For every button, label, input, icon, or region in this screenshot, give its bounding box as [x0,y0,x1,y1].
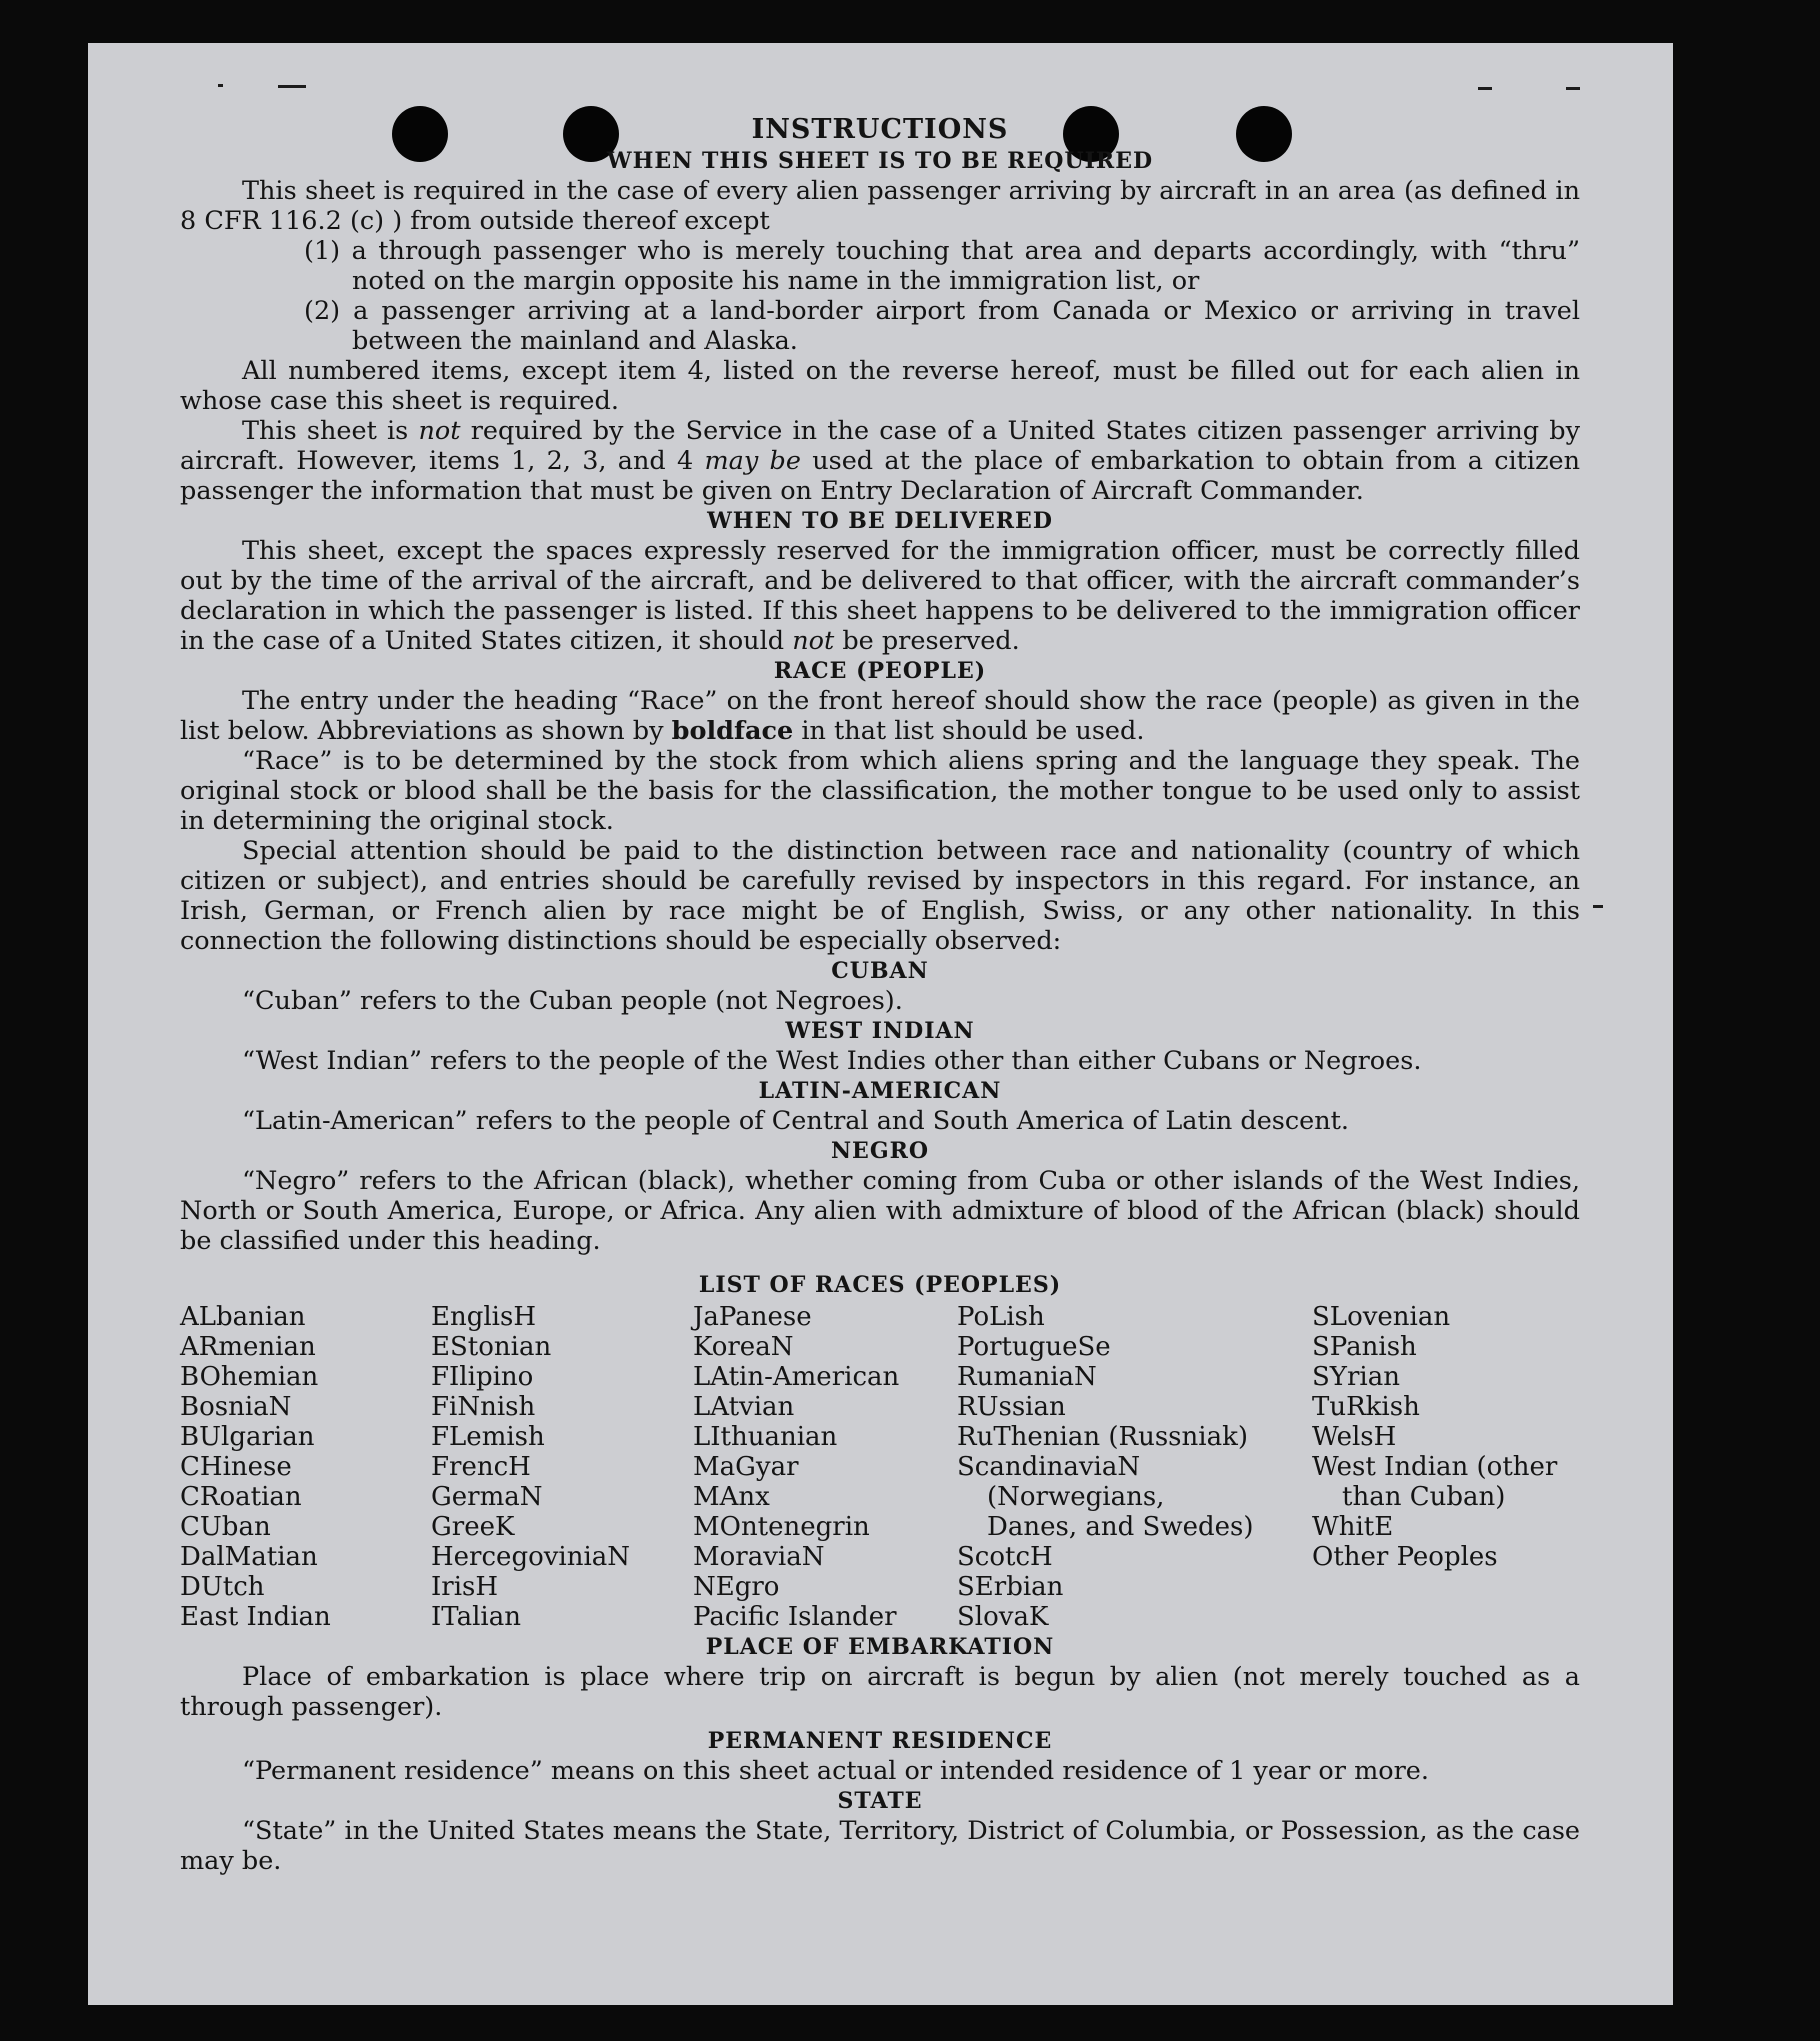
race-entry: JaPanese [693,1302,812,1332]
race-entry: RUssian [957,1392,1066,1422]
paragraph: All numbered items, except item 4, listed on the reverse hereof, must be filled out for each alien in whose case this sheet is required. [180,356,1580,416]
race-entry: CRoatian [180,1482,302,1512]
race-entry: DalMatian [180,1542,318,1572]
paragraph: “Race” is to be determined by the stock from which aliens spring and the language they speak. The original stock or blood shall be the basis for the classification, the mother tongue to be used only to assist in determining the original stock. [180,746,1580,836]
heading-state: STATE [837,1788,923,1814]
race-entry: East Indian [180,1602,331,1632]
race-list [180,1302,1580,1632]
paragraph: “Permanent residence” means on this sheet actual or intended residence of 1 year or more. [242,1756,1429,1786]
paragraph: Place of embarkation is place where trip on aircraft is begun by alien (not merely touched as a through passenger). [180,1662,1580,1722]
heading-list-of-races: LIST OF RACES (PEOPLES) [698,1272,1062,1298]
race-entry: ITalian [431,1602,521,1632]
race-entry: FrencH [431,1452,531,1482]
paragraph [180,416,1580,506]
instructions-content [180,113,1580,1876]
document-sheet [88,43,1673,2005]
text-span: required by the Service in the case of a United States citizen passenger arriving by aircraft. However, items 1, 2, 3, and 4 [180,416,1581,476]
race-entry: Other Peoples [1312,1542,1498,1572]
race-entry: MoraviaN [693,1542,825,1572]
italic-text: not [792,626,835,656]
race-entry: ScotcH [957,1542,1053,1572]
paragraph: Special attention should be paid to the distinction between race and nationality (country of which citizen or subject), and entries should be carefully revised by inspectors in this regard. For instance, an Irish, German, or French alien by race might be of English, Swiss, or any other nationality. In this connection the following distinctions should be especially observed: [180,836,1580,956]
text-span: be preserved. [834,626,1020,656]
race-entry: FIlipino [431,1362,534,1392]
paragraph: “Cuban” refers to the Cuban people (not Negroes). [242,986,903,1016]
race-entry: FiNnish [431,1392,536,1422]
race-entry: TuRkish [1312,1392,1420,1422]
heading-race: RACE (PEOPLE) [773,658,987,684]
race-entry: FLemish [431,1422,545,1452]
race-entry: SLovenian [1312,1302,1451,1332]
scan-mark [1593,905,1603,908]
heading-west-indian: WEST INDIAN [785,1018,975,1044]
race-entry: ARmenian [180,1332,316,1362]
race-column [693,1302,957,1632]
italic-text: not [418,416,461,446]
race-entry: IrisH [431,1572,499,1602]
race-entry: ALbanian [180,1302,306,1332]
paragraph: “Negro” refers to the African (black), whether coming from Cuba or other islands of the West Indies, North or South America, Europe, or Africa. Any alien with admixture of blood of the African (black) should be classified under this heading. [180,1166,1580,1256]
race-entry: WelsH [1312,1422,1397,1452]
race-entry: HercegoviniaN [431,1542,631,1572]
list-item: (1) a through passenger who is merely touching that area and departs accordingly, with “thru” noted on the margin opposite his name in the immigration list, or [304,236,1580,296]
race-entry: EStonian [431,1332,552,1362]
race-entry: KoreaN [693,1332,794,1362]
race-entry: LAtin-American [693,1362,900,1392]
heading-when-required: WHEN THIS SHEET IS TO BE REQUIRED [606,148,1154,174]
heading-place-of-embarkation: PLACE OF EMBARKATION [705,1634,1055,1660]
race-entry: NEgro [693,1572,780,1602]
list-item: (2) a passenger arriving at a land-border airport from Canada or Mexico or arriving in travel between the mainland and Alaska. [304,296,1580,356]
italic-text: may be [704,446,801,476]
race-entry: DUtch [180,1572,265,1602]
text-span: used at the place of embarkation to obtain from a citizen passenger the information that must be given on Entry Declaration of Aircraft Commander. [180,446,1581,506]
text-span: This sheet, except the spaces expressly reserved for the immigration officer, must be correctly filled out by the time of the arrival of the aircraft, and be delivered to that officer, with the aircraft commander’s declaration in which the passenger is listed. If this sheet happens to be delivered to the immigration officer in the case of a United States citizen, it should [180,536,1580,656]
heading-cuban: CUBAN [831,958,929,984]
heading-latin-american: LATIN-AMERICAN [758,1078,1002,1104]
scan-mark [218,84,223,87]
race-entry: BosniaN [180,1392,292,1422]
race-entry: Pacific Islander [693,1602,897,1632]
race-entry: SlovaK [957,1602,1049,1632]
heading-negro: NEGRO [830,1138,930,1164]
text-span: in that list should be used. [793,716,1145,746]
paragraph: “State” in the United States means the State, Territory, District of Columbia, or Possession, as the case may be. [180,1816,1580,1876]
race-entry: PortugueSe [957,1332,1111,1362]
text-span: This sheet is [242,416,419,446]
race-column [957,1302,1312,1632]
heading-permanent-residence: PERMANENT RESIDENCE [707,1728,1053,1754]
scan-mark [278,85,306,88]
paragraph [180,686,1580,746]
bold-text: boldface [671,716,794,746]
race-entry: EnglisH [431,1302,537,1332]
race-entry: LIthuanian [693,1422,838,1452]
race-entry: MaGyar [693,1452,799,1482]
page-title: INSTRUCTIONS [751,114,1009,145]
race-entry: LAtvian [693,1392,795,1422]
race-column [431,1302,693,1632]
race-entry: GreeK [431,1512,515,1542]
paragraph: “West Indian” refers to the people of the West Indies other than either Cubans or Negroes. [242,1046,1422,1076]
race-entry: ScandinaviaN (Norwegians, Danes, and Swedes) [957,1452,1254,1542]
race-entry: BUlgarian [180,1422,315,1452]
race-entry: WhitE [1312,1512,1394,1542]
paragraph: “Latin-American” refers to the people of Central and South America of Latin descent. [242,1106,1350,1136]
race-entry: MOntenegrin [693,1512,870,1542]
race-entry: CHinese [180,1452,292,1482]
text-span: The entry under the heading “Race” on the front hereof should show the race (people) as given in the list below. Abbreviations as shown by [180,686,1580,746]
race-entry: GermaN [431,1482,543,1512]
race-entry: MAnx [693,1482,770,1512]
race-entry: RuThenian (Russniak) [957,1422,1248,1452]
race-entry: SPanish [1312,1332,1417,1362]
race-column [180,1302,431,1632]
race-entry: RumaniaN [957,1362,1097,1392]
race-entry: PoLish [957,1302,1045,1332]
paragraph [180,536,1580,656]
scan-mark [1478,87,1492,90]
race-entry: West Indian (other than Cuban) [1312,1452,1558,1512]
race-entry: BOhemian [180,1362,319,1392]
paragraph: This sheet is required in the case of every alien passenger arriving by aircraft in an area (as defined in 8 CFR 116.2 (c) ) from outside thereof except [180,176,1580,236]
race-entry: SYrian [1312,1362,1400,1392]
scan-mark [1566,87,1580,90]
race-entry: SErbian [957,1572,1064,1602]
heading-when-delivered: WHEN TO BE DELIVERED [707,508,1053,534]
race-column [1312,1302,1577,1632]
race-entry: CUban [180,1512,271,1542]
